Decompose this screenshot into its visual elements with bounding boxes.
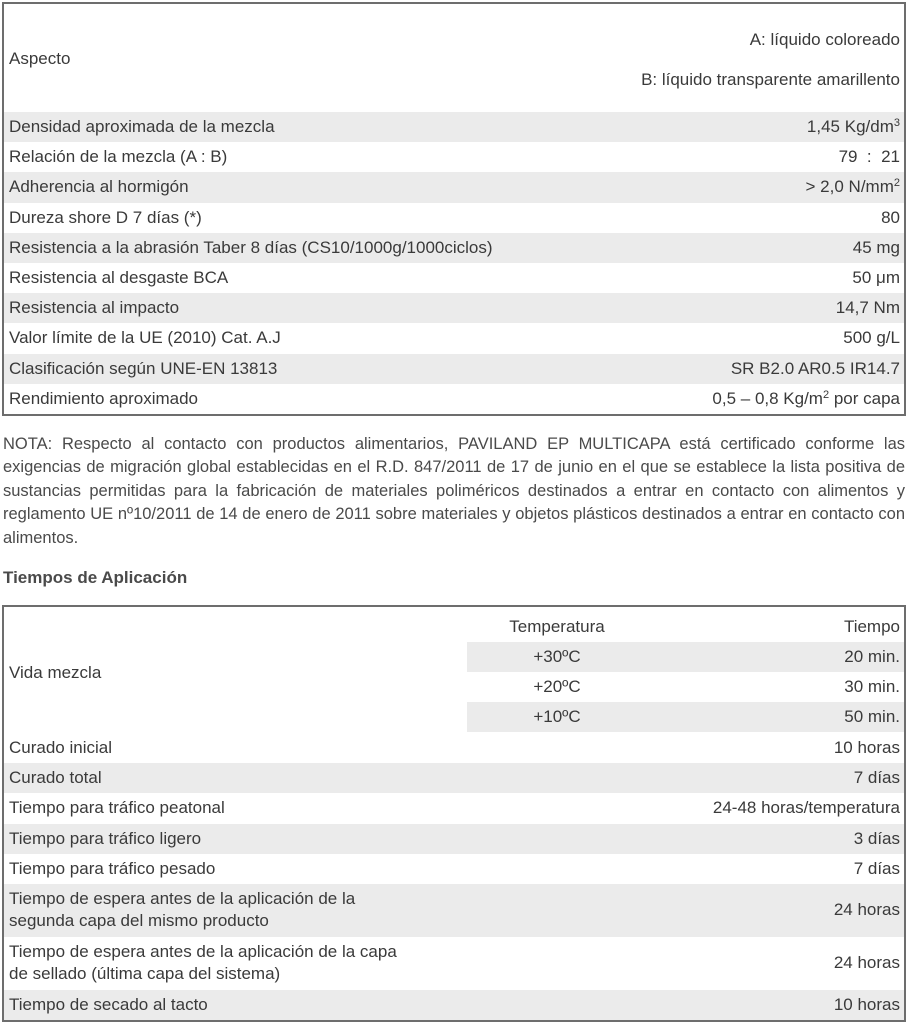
time-value: 20 min. xyxy=(844,647,900,666)
time-value: 24 horas xyxy=(833,900,900,920)
property-value: SR B2.0 AR0.5 IR14.7 xyxy=(730,358,900,378)
property-row xyxy=(4,172,904,202)
time-column-header: Tiempo xyxy=(843,617,900,636)
time-label: Tiempo para tráfico peatonal xyxy=(9,798,225,818)
property-row xyxy=(4,233,904,263)
aspect-row xyxy=(4,4,904,112)
time-value: 3 días xyxy=(853,828,900,848)
property-value: 14,7 Nm xyxy=(835,298,900,318)
time-row-two-line xyxy=(4,884,904,937)
time-row xyxy=(4,990,904,1020)
property-label: Adherencia al hormigón xyxy=(9,177,189,197)
time-value: 10 horas xyxy=(833,738,900,758)
aspect-label: Aspecto xyxy=(9,49,71,68)
vida-mezcla-row xyxy=(467,642,904,672)
time-value: 24-48 horas/temperatura xyxy=(712,798,900,818)
property-label: Clasificación según UNE-EN 13813 xyxy=(9,358,278,378)
property-value: 1,45 $Kg/dm^3$ xyxy=(806,117,900,137)
time-label: Tiempo para tráfico pesado xyxy=(9,858,216,878)
section-heading: Tiempos de Aplicación xyxy=(3,568,188,587)
property-row xyxy=(4,142,904,172)
property-value: > 2,0 $N/mm^2$ xyxy=(805,177,900,197)
property-row xyxy=(4,323,904,353)
temperature-value: +30ºC xyxy=(533,647,581,666)
time-row xyxy=(4,854,904,884)
property-label: Relación de la mezcla (A : B) xyxy=(9,147,228,167)
property-row xyxy=(4,263,904,293)
application-times-table xyxy=(2,605,906,1022)
property-value: 500 g/L xyxy=(843,328,900,348)
time-label: Tiempo de secado al tacto xyxy=(9,995,208,1015)
aspect-value-b: B: líquido transparente amarillento xyxy=(641,70,900,89)
aspect-value-a: A: líquido coloreado xyxy=(749,30,900,49)
vida-mezcla-label: Vida mezcla xyxy=(9,663,102,682)
time-value: 30 min. xyxy=(844,677,900,696)
temperature-value: +10ºC xyxy=(533,707,581,726)
properties-table xyxy=(2,2,906,416)
property-value: 80 xyxy=(881,207,900,227)
time-label: Tiempo de espera antes de la aplicación de la capa de sellado (última capa del sistema) xyxy=(9,942,397,984)
food-contact-note: NOTA: Respecto al contacto con productos alimentarios, PAVILAND EP MULTICAPA está certificado conforme las exigencias de migración global establecidas en el R.D. 847/2011 de 17 de junio en el que se establece la lista positiva de sustancias permitidas para la fabricación de materiales poliméricos destinados a entrar en contacto con alimentos y reglamento UE nº10/2011 de 14 de enero de 2011 sobre materiales y objetos plásticos destinados a entrar en contacto con alimentos. xyxy=(3,435,905,547)
property-value: 0,5 – 0,8 $Kg/m^2$ por capa xyxy=(712,388,900,408)
property-label: Rendimiento aproximado xyxy=(9,388,198,408)
property-label: Densidad aproximada de la mezcla xyxy=(9,117,275,137)
time-label: Tiempo de espera antes de la aplicación de la segunda capa del mismo producto xyxy=(9,889,356,931)
time-value: 24 horas xyxy=(833,953,900,973)
property-label: Dureza shore D 7 días (*) xyxy=(9,207,202,227)
vida-mezcla-row xyxy=(467,672,904,702)
property-row xyxy=(4,354,904,384)
time-row-two-line xyxy=(4,937,904,990)
time-row xyxy=(4,763,904,793)
property-row xyxy=(4,384,904,414)
property-row xyxy=(4,112,904,142)
time-value: 7 días xyxy=(853,858,900,878)
property-label: Resistencia a la abrasión Taber 8 días (CS10/1000g/1000ciclos) xyxy=(9,237,493,257)
time-label: Curado inicial xyxy=(9,738,112,758)
time-label: Tiempo para tráfico ligero xyxy=(9,828,202,848)
property-row xyxy=(4,203,904,233)
property-value: 45 mg xyxy=(852,237,900,257)
time-value: 10 horas xyxy=(833,995,900,1015)
property-value: 50 μm xyxy=(852,268,900,288)
time-row xyxy=(4,733,904,763)
temperature-value: +20ºC xyxy=(533,677,581,696)
time-value: 7 días xyxy=(853,768,900,788)
property-row xyxy=(4,293,904,323)
vida-mezcla-row xyxy=(467,702,904,732)
property-label: Resistencia al desgaste BCA xyxy=(9,268,229,288)
temperature-column-header: Temperatura xyxy=(509,617,605,636)
property-label: Valor límite de la UE (2010) Cat. A.J xyxy=(9,328,281,348)
property-label: Resistencia al impacto xyxy=(9,298,180,318)
time-value: 50 min. xyxy=(844,707,900,726)
vida-mezcla-block xyxy=(4,607,904,733)
time-row xyxy=(4,824,904,854)
time-row xyxy=(4,793,904,823)
property-value: 79 : 21 xyxy=(838,147,900,167)
time-label: Curado total xyxy=(9,768,102,788)
